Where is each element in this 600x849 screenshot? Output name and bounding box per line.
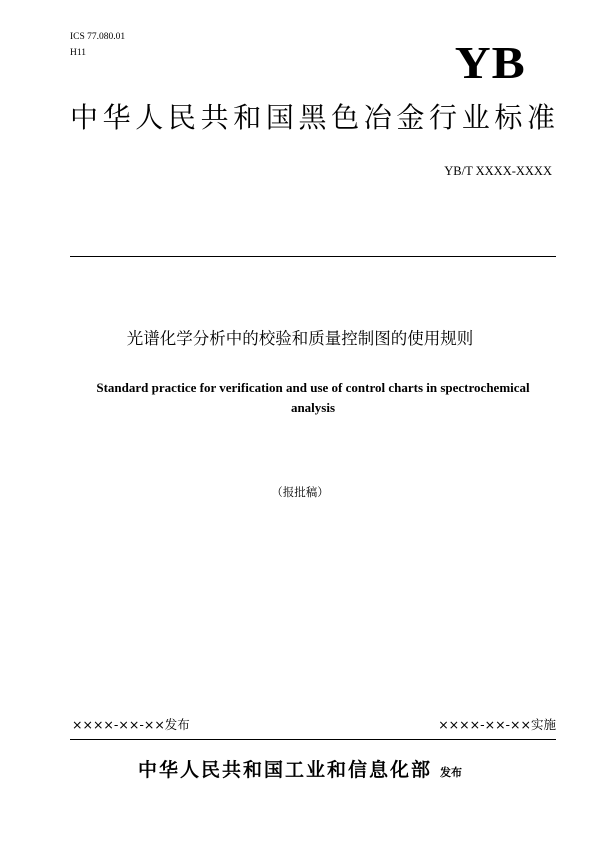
english-title-line-1: Standard practice for verification and use of control charts in spectrochemical — [96, 380, 530, 395]
footer-divider — [70, 739, 556, 740]
issue-date: ××××-××-××发布 — [72, 717, 190, 732]
document-title-chinese: 光谱化学分析中的校验和质量控制图的使用规则 — [126, 329, 474, 348]
issuer-suffix: 发布 — [440, 766, 462, 779]
standard-number: YB/T XXXX-XXXX — [444, 164, 552, 178]
standard-category-title: 中华人民共和国黑色冶金行业标准 — [70, 101, 556, 134]
draft-status: （报批稿） — [271, 485, 329, 499]
issuer-name: 中华人民共和国工业和信息化部 — [137, 759, 432, 781]
document-title-english — [70, 378, 556, 418]
issuer-line — [0, 756, 600, 787]
ics-code: ICS 77.080.01 — [70, 32, 126, 42]
english-title-line-2: analysis — [290, 400, 336, 415]
yb-logo: YB — [454, 37, 526, 88]
implementation-date: ××××-××-××实施 — [438, 717, 556, 732]
header-divider — [70, 256, 556, 257]
ccs-code: H11 — [70, 48, 87, 58]
